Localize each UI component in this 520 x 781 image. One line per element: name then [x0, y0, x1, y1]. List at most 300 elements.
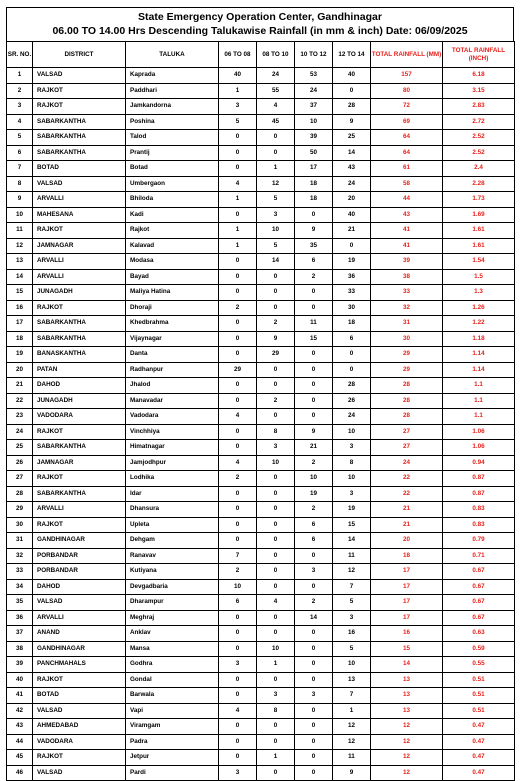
cell-total-inch: 6.18 — [443, 68, 515, 84]
cell-total-inch: 1.1 — [443, 409, 515, 425]
cell-total-inch: 0.94 — [443, 455, 515, 471]
cell-total-inch: 0.47 — [443, 719, 515, 735]
table-row — [7, 703, 515, 719]
cell-total-inch: 0.83 — [443, 517, 515, 533]
cell-total-inch: 0.87 — [443, 486, 515, 502]
cell-total-mm: 13 — [371, 688, 443, 704]
cell-taluka: Rajkot — [126, 223, 219, 239]
cell-total-mm: 39 — [371, 254, 443, 270]
cell-district: PORBANDAR — [33, 564, 126, 580]
cell-10-12: 6 — [295, 517, 333, 533]
cell-total-mm: 21 — [371, 502, 443, 518]
cell-08-10: 0 — [257, 626, 295, 642]
col-header-08-10: 08 TO 10 — [257, 42, 295, 68]
cell-08-10: 4 — [257, 595, 295, 611]
cell-10-12: 0 — [295, 641, 333, 657]
cell-district: GANDHINAGAR — [33, 641, 126, 657]
cell-12-14: 12 — [333, 564, 371, 580]
cell-taluka: Devgadbaria — [126, 579, 219, 595]
cell-08-10: 10 — [257, 455, 295, 471]
cell-12-14: 5 — [333, 595, 371, 611]
cell-08-10: 0 — [257, 269, 295, 285]
cell-12-14: 19 — [333, 502, 371, 518]
cell-taluka: Khedbrahma — [126, 316, 219, 332]
cell-08-10: 0 — [257, 145, 295, 161]
cell-06-08: 6 — [219, 595, 257, 611]
cell-12-14: 16 — [333, 626, 371, 642]
cell-sr-no: 42 — [7, 703, 33, 719]
cell-taluka: Jamjodhpur — [126, 455, 219, 471]
table-row — [7, 114, 515, 130]
cell-taluka: Kaprada — [126, 68, 219, 84]
cell-sr-no: 21 — [7, 378, 33, 394]
cell-taluka: Dhoraji — [126, 300, 219, 316]
cell-total-inch: 1.73 — [443, 192, 515, 208]
cell-10-12: 0 — [295, 378, 333, 394]
cell-10-12: 0 — [295, 657, 333, 673]
col-header-total-inch: TOTAL RAINFALL (INCH) — [443, 42, 515, 68]
col-header-district: DISTRICT — [33, 42, 126, 68]
cell-10-12: 2 — [295, 502, 333, 518]
cell-taluka: Kalavad — [126, 238, 219, 254]
cell-06-08: 4 — [219, 176, 257, 192]
cell-12-14: 43 — [333, 161, 371, 177]
cell-12-14: 0 — [333, 347, 371, 363]
cell-district: PANCHMAHALS — [33, 657, 126, 673]
cell-12-14: 9 — [333, 765, 371, 781]
cell-taluka: Dharampur — [126, 595, 219, 611]
cell-12-14: 24 — [333, 409, 371, 425]
cell-08-10: 0 — [257, 765, 295, 781]
cell-total-mm: 17 — [371, 610, 443, 626]
cell-08-10: 0 — [257, 517, 295, 533]
cell-sr-no: 18 — [7, 331, 33, 347]
cell-12-14: 10 — [333, 424, 371, 440]
cell-district: ARVALLI — [33, 192, 126, 208]
cell-district: DAHOD — [33, 378, 126, 394]
cell-district: VADODARA — [33, 409, 126, 425]
cell-total-mm: 27 — [371, 424, 443, 440]
table-row — [7, 409, 515, 425]
cell-taluka: Meghraj — [126, 610, 219, 626]
cell-district: SABARKANTHA — [33, 486, 126, 502]
cell-08-10: 12 — [257, 176, 295, 192]
cell-total-mm: 33 — [371, 285, 443, 301]
cell-06-08: 0 — [219, 533, 257, 549]
cell-total-inch: 0.51 — [443, 703, 515, 719]
cell-06-08: 2 — [219, 471, 257, 487]
table-row — [7, 734, 515, 750]
cell-district: DAHOD — [33, 579, 126, 595]
cell-taluka: Umbergaon — [126, 176, 219, 192]
cell-06-08: 0 — [219, 347, 257, 363]
table-row — [7, 393, 515, 409]
col-header-sr-no: SR. NO. — [7, 42, 33, 68]
cell-08-10: 24 — [257, 68, 295, 84]
table-row — [7, 564, 515, 580]
cell-08-10: 0 — [257, 579, 295, 595]
cell-08-10: 0 — [257, 285, 295, 301]
cell-08-10: 3 — [257, 207, 295, 223]
cell-total-inch: 0.83 — [443, 502, 515, 518]
cell-06-08: 5 — [219, 114, 257, 130]
cell-district: SABARKANTHA — [33, 440, 126, 456]
rainfall-table — [6, 41, 515, 781]
cell-total-mm: 27 — [371, 440, 443, 456]
table-row — [7, 99, 515, 115]
cell-total-inch: 0.67 — [443, 579, 515, 595]
cell-sr-no: 6 — [7, 145, 33, 161]
cell-total-mm: 30 — [371, 331, 443, 347]
cell-total-mm: 13 — [371, 703, 443, 719]
cell-total-inch: 1.26 — [443, 300, 515, 316]
cell-06-08: 7 — [219, 548, 257, 564]
table-row — [7, 83, 515, 99]
cell-sr-no: 25 — [7, 440, 33, 456]
cell-12-14: 3 — [333, 610, 371, 626]
cell-10-12: 15 — [295, 331, 333, 347]
cell-total-inch: 1.06 — [443, 440, 515, 456]
cell-12-14: 21 — [333, 223, 371, 239]
cell-total-inch: 0.51 — [443, 688, 515, 704]
cell-sr-no: 28 — [7, 486, 33, 502]
cell-12-14: 3 — [333, 440, 371, 456]
cell-total-inch: 1.14 — [443, 362, 515, 378]
cell-total-mm: 28 — [371, 378, 443, 394]
cell-06-08: 29 — [219, 362, 257, 378]
cell-district: JUNAGADH — [33, 393, 126, 409]
cell-06-08: 0 — [219, 502, 257, 518]
cell-08-10: 10 — [257, 641, 295, 657]
cell-district: VADODARA — [33, 734, 126, 750]
table-row — [7, 533, 515, 549]
table-row — [7, 347, 515, 363]
cell-08-10: 8 — [257, 424, 295, 440]
cell-06-08: 4 — [219, 455, 257, 471]
cell-08-10: 0 — [257, 362, 295, 378]
cell-district: BOTAD — [33, 161, 126, 177]
cell-12-14: 30 — [333, 300, 371, 316]
cell-12-14: 12 — [333, 734, 371, 750]
cell-08-10: 2 — [257, 316, 295, 332]
cell-sr-no: 38 — [7, 641, 33, 657]
cell-sr-no: 26 — [7, 455, 33, 471]
cell-12-14: 5 — [333, 641, 371, 657]
cell-06-08: 0 — [219, 641, 257, 657]
cell-sr-no: 45 — [7, 750, 33, 766]
table-row — [7, 548, 515, 564]
cell-12-14: 7 — [333, 579, 371, 595]
cell-12-14: 7 — [333, 688, 371, 704]
table-row — [7, 145, 515, 161]
cell-06-08: 0 — [219, 285, 257, 301]
cell-district: RAJKOT — [33, 83, 126, 99]
cell-district: BANASKANTHA — [33, 347, 126, 363]
cell-district: RAJKOT — [33, 300, 126, 316]
cell-total-inch: 0.47 — [443, 734, 515, 750]
cell-district: GANDHINAGAR — [33, 533, 126, 549]
cell-06-08: 0 — [219, 610, 257, 626]
cell-taluka: Talod — [126, 130, 219, 146]
cell-08-10: 0 — [257, 734, 295, 750]
report-subtitle: 06.00 TO 14.00 Hrs Descending Talukawise Rainfall (in mm & inch) Date: 06/09/2025 — [52, 25, 468, 37]
cell-10-12: 9 — [295, 424, 333, 440]
cell-sr-no: 41 — [7, 688, 33, 704]
cell-total-inch: 0.63 — [443, 626, 515, 642]
cell-08-10: 0 — [257, 130, 295, 146]
cell-06-08: 0 — [219, 750, 257, 766]
cell-total-inch: 3.15 — [443, 83, 515, 99]
cell-district: SABARKANTHA — [33, 130, 126, 146]
cell-12-14: 0 — [333, 238, 371, 254]
cell-12-14: 25 — [333, 130, 371, 146]
cell-08-10: 55 — [257, 83, 295, 99]
cell-sr-no: 32 — [7, 548, 33, 564]
cell-total-inch: 0.67 — [443, 595, 515, 611]
cell-10-12: 11 — [295, 316, 333, 332]
table-row — [7, 161, 515, 177]
cell-10-12: 9 — [295, 223, 333, 239]
cell-12-14: 3 — [333, 486, 371, 502]
cell-total-inch: 1.3 — [443, 285, 515, 301]
cell-sr-no: 13 — [7, 254, 33, 270]
table-row — [7, 657, 515, 673]
cell-district: SABARKANTHA — [33, 331, 126, 347]
cell-total-inch: 1.18 — [443, 331, 515, 347]
cell-10-12: 6 — [295, 533, 333, 549]
cell-06-08: 0 — [219, 688, 257, 704]
cell-12-14: 12 — [333, 719, 371, 735]
col-header-10-12: 10 TO 12 — [295, 42, 333, 68]
cell-total-mm: 29 — [371, 347, 443, 363]
cell-sr-no: 7 — [7, 161, 33, 177]
cell-district: VALSAD — [33, 68, 126, 84]
cell-12-14: 0 — [333, 362, 371, 378]
cell-sr-no: 29 — [7, 502, 33, 518]
cell-district: JUNAGADH — [33, 285, 126, 301]
cell-sr-no: 17 — [7, 316, 33, 332]
cell-taluka: Pardi — [126, 765, 219, 781]
cell-06-08: 0 — [219, 734, 257, 750]
cell-district: PORBANDAR — [33, 548, 126, 564]
cell-total-inch: 2.83 — [443, 99, 515, 115]
cell-10-12: 0 — [295, 626, 333, 642]
cell-total-mm: 17 — [371, 579, 443, 595]
cell-10-12: 0 — [295, 548, 333, 564]
cell-06-08: 0 — [219, 486, 257, 502]
cell-total-inch: 0.59 — [443, 641, 515, 657]
cell-taluka: Ranavav — [126, 548, 219, 564]
cell-taluka: Modasa — [126, 254, 219, 270]
cell-total-inch: 1.5 — [443, 269, 515, 285]
cell-12-14: 18 — [333, 316, 371, 332]
cell-sr-no: 11 — [7, 223, 33, 239]
cell-taluka: Idar — [126, 486, 219, 502]
cell-08-10: 14 — [257, 254, 295, 270]
cell-sr-no: 8 — [7, 176, 33, 192]
cell-total-mm: 12 — [371, 734, 443, 750]
cell-taluka: Barwala — [126, 688, 219, 704]
cell-taluka: Bhiloda — [126, 192, 219, 208]
cell-taluka: Paddhari — [126, 83, 219, 99]
cell-district: VALSAD — [33, 595, 126, 611]
cell-sr-no: 1 — [7, 68, 33, 84]
cell-total-inch: 0.79 — [443, 533, 515, 549]
cell-taluka: Danta — [126, 347, 219, 363]
cell-06-08: 0 — [219, 440, 257, 456]
cell-12-14: 1 — [333, 703, 371, 719]
cell-district: RAJKOT — [33, 672, 126, 688]
cell-total-mm: 157 — [371, 68, 443, 84]
cell-12-14: 11 — [333, 548, 371, 564]
cell-total-mm: 13 — [371, 672, 443, 688]
cell-sr-no: 46 — [7, 765, 33, 781]
cell-08-10: 5 — [257, 192, 295, 208]
report-title: State Emergency Operation Center, Gandhinagar — [138, 11, 382, 23]
cell-sr-no: 35 — [7, 595, 33, 611]
cell-total-mm: 32 — [371, 300, 443, 316]
cell-06-08: 40 — [219, 68, 257, 84]
cell-taluka: Bayad — [126, 269, 219, 285]
cell-12-14: 14 — [333, 533, 371, 549]
cell-district: SABARKANTHA — [33, 145, 126, 161]
cell-district: RAJKOT — [33, 750, 126, 766]
cell-taluka: Godhra — [126, 657, 219, 673]
cell-08-10: 3 — [257, 440, 295, 456]
cell-district: AHMEDABAD — [33, 719, 126, 735]
cell-district: MAHESANA — [33, 207, 126, 223]
cell-total-mm: 24 — [371, 455, 443, 471]
cell-06-08: 1 — [219, 223, 257, 239]
cell-10-12: 14 — [295, 610, 333, 626]
cell-08-10: 5 — [257, 238, 295, 254]
cell-06-08: 4 — [219, 409, 257, 425]
cell-total-mm: 69 — [371, 114, 443, 130]
cell-taluka: Jhalod — [126, 378, 219, 394]
cell-06-08: 0 — [219, 316, 257, 332]
cell-06-08: 4 — [219, 703, 257, 719]
cell-08-10: 0 — [257, 533, 295, 549]
cell-10-12: 0 — [295, 347, 333, 363]
cell-10-12: 6 — [295, 254, 333, 270]
cell-taluka: Kadi — [126, 207, 219, 223]
table-row — [7, 440, 515, 456]
table-row — [7, 285, 515, 301]
cell-10-12: 0 — [295, 765, 333, 781]
cell-taluka: Maliya Hatina — [126, 285, 219, 301]
cell-12-14: 28 — [333, 378, 371, 394]
cell-10-12: 0 — [295, 393, 333, 409]
cell-08-10: 0 — [257, 564, 295, 580]
cell-12-14: 20 — [333, 192, 371, 208]
cell-sr-no: 15 — [7, 285, 33, 301]
cell-taluka: Dhansura — [126, 502, 219, 518]
table-row — [7, 68, 515, 84]
cell-10-12: 0 — [295, 409, 333, 425]
cell-district: ARVALLI — [33, 254, 126, 270]
cell-12-14: 28 — [333, 99, 371, 115]
cell-taluka: Botad — [126, 161, 219, 177]
cell-10-12: 3 — [295, 688, 333, 704]
cell-10-12: 50 — [295, 145, 333, 161]
cell-10-12: 19 — [295, 486, 333, 502]
cell-total-mm: 64 — [371, 130, 443, 146]
table-row — [7, 331, 515, 347]
cell-total-inch: 1.06 — [443, 424, 515, 440]
cell-08-10: 3 — [257, 688, 295, 704]
col-header-total-mm: TOTAL RAINFALL (MM) — [371, 42, 443, 68]
cell-total-mm: 41 — [371, 238, 443, 254]
cell-10-12: 0 — [295, 362, 333, 378]
cell-district: PATAN — [33, 362, 126, 378]
cell-district: ARVALLI — [33, 502, 126, 518]
cell-total-mm: 43 — [371, 207, 443, 223]
table-body — [7, 68, 515, 781]
cell-08-10: 0 — [257, 378, 295, 394]
cell-total-inch: 1.1 — [443, 378, 515, 394]
cell-total-mm: 72 — [371, 99, 443, 115]
table-row — [7, 750, 515, 766]
cell-sr-no: 24 — [7, 424, 33, 440]
rainfall-report — [6, 7, 514, 781]
cell-sr-no: 39 — [7, 657, 33, 673]
cell-08-10: 10 — [257, 223, 295, 239]
col-header-12-14: 12 TO 14 — [333, 42, 371, 68]
cell-08-10: 0 — [257, 502, 295, 518]
cell-total-inch: 1.69 — [443, 207, 515, 223]
cell-district: VALSAD — [33, 176, 126, 192]
cell-06-08: 0 — [219, 424, 257, 440]
cell-06-08: 1 — [219, 83, 257, 99]
cell-taluka: Vadodara — [126, 409, 219, 425]
cell-total-inch: 0.55 — [443, 657, 515, 673]
cell-district: RAJKOT — [33, 517, 126, 533]
cell-taluka: Mansa — [126, 641, 219, 657]
cell-total-mm: 16 — [371, 626, 443, 642]
cell-08-10: 4 — [257, 99, 295, 115]
cell-06-08: 3 — [219, 765, 257, 781]
table-row — [7, 254, 515, 270]
cell-sr-no: 30 — [7, 517, 33, 533]
cell-12-14: 24 — [333, 176, 371, 192]
table-row — [7, 176, 515, 192]
cell-total-mm: 28 — [371, 409, 443, 425]
cell-district: SABARKANTHA — [33, 114, 126, 130]
cell-taluka: Poshina — [126, 114, 219, 130]
cell-district: ARVALLI — [33, 610, 126, 626]
cell-10-12: 37 — [295, 99, 333, 115]
cell-08-10: 9 — [257, 331, 295, 347]
cell-total-inch: 1.1 — [443, 393, 515, 409]
cell-total-inch: 1.14 — [443, 347, 515, 363]
cell-06-08: 0 — [219, 161, 257, 177]
cell-total-inch: 2.52 — [443, 130, 515, 146]
cell-06-08: 0 — [219, 517, 257, 533]
cell-06-08: 0 — [219, 145, 257, 161]
cell-total-mm: 12 — [371, 765, 443, 781]
cell-sr-no: 40 — [7, 672, 33, 688]
cell-06-08: 0 — [219, 719, 257, 735]
cell-10-12: 0 — [295, 703, 333, 719]
cell-sr-no: 27 — [7, 471, 33, 487]
cell-district: VALSAD — [33, 703, 126, 719]
cell-total-inch: 1.22 — [443, 316, 515, 332]
cell-12-14: 6 — [333, 331, 371, 347]
cell-taluka: Viramgam — [126, 719, 219, 735]
cell-total-inch: 2.52 — [443, 145, 515, 161]
cell-12-14: 13 — [333, 672, 371, 688]
cell-10-12: 0 — [295, 579, 333, 595]
